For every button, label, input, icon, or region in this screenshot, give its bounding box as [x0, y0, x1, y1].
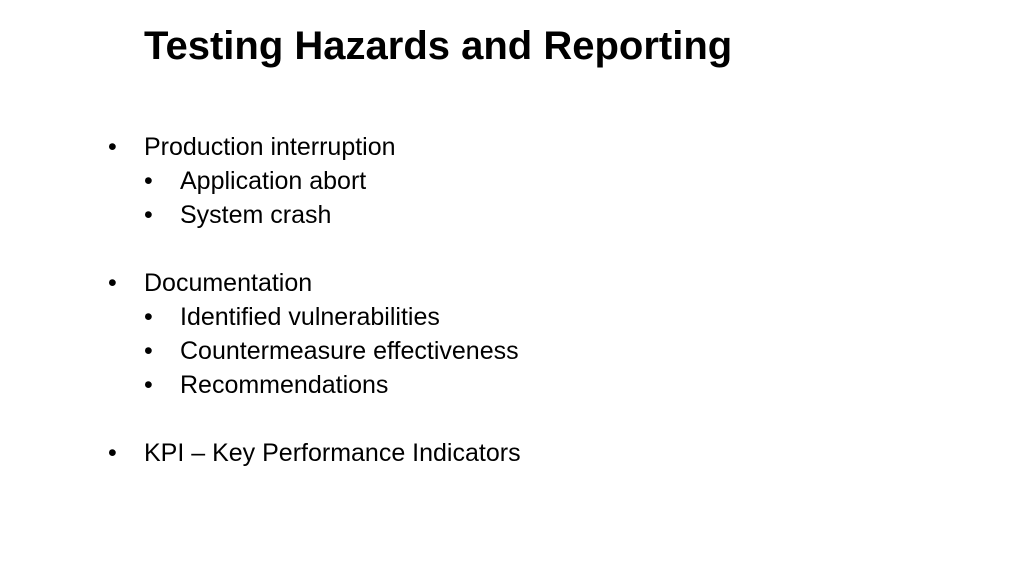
sub-bullet-label: Identified vulnerabilities [180, 303, 440, 331]
sub-bullet-label: Recommendations [180, 371, 389, 399]
bullet-icon: • [144, 167, 153, 195]
slide-title: Testing Hazards and Reporting [144, 24, 733, 68]
bullet-icon: • [144, 303, 153, 331]
bullet-icon: • [108, 133, 117, 161]
bullet-icon: • [108, 439, 117, 467]
sub-bullet-label: Countermeasure effectiveness [180, 337, 519, 365]
bullet-icon: • [108, 269, 117, 297]
sub-bullet-label: System crash [180, 201, 332, 229]
bullet-icon: • [144, 371, 153, 399]
bullet-icon: • [144, 201, 153, 229]
bullet-label: Production interruption [144, 133, 396, 161]
bullet-label: KPI – Key Performance Indicators [144, 439, 521, 467]
bullet-label: Documentation [144, 269, 313, 297]
sub-bullet-label: Application abort [180, 167, 367, 195]
bullet-icon: • [144, 337, 153, 365]
